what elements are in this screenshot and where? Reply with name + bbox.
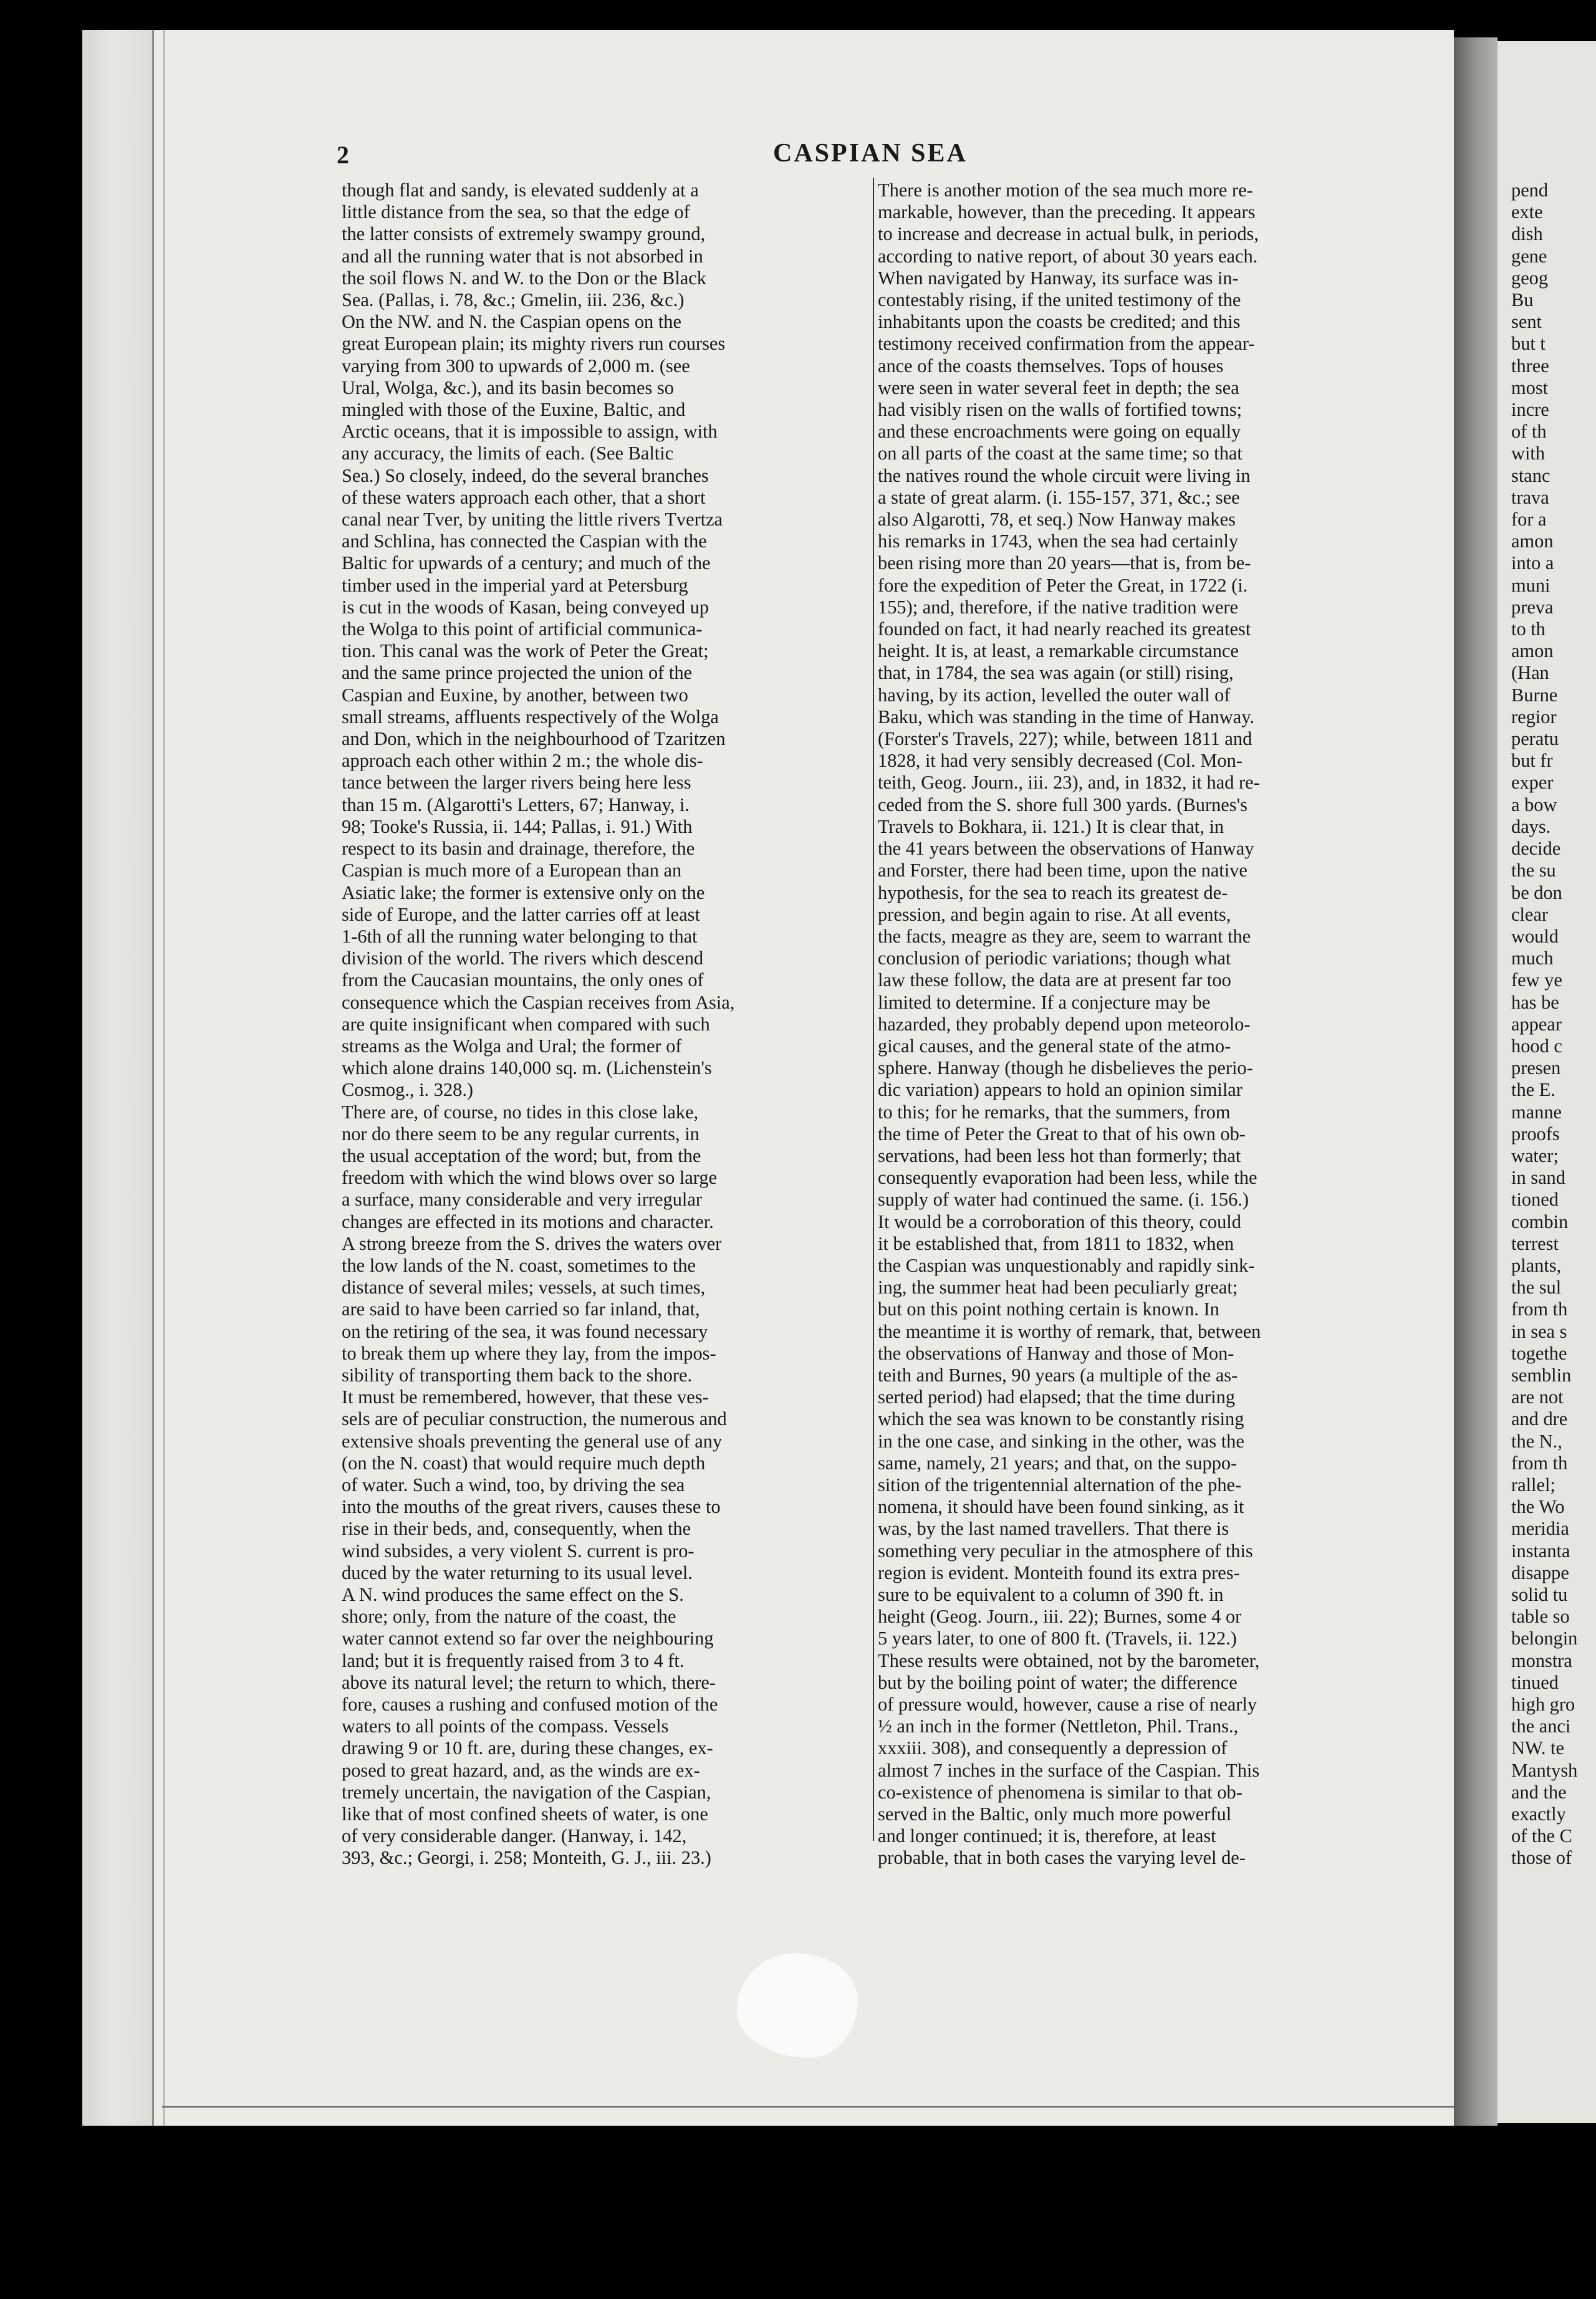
page-number: 2 xyxy=(337,141,349,169)
column-divider-rule xyxy=(873,178,874,1841)
left-paragraph-2: There are, of course, no tides in this close lake, nor do there seem to be any regular currents, in the usual acceptation of the word; but, from the freedom with which the wind blows over so large a surface, many considerable and very irregular changes are effected in its motions and character. A strong breeze from the S. drives the waters over the low lands of the N. coast, sometimes to the distance of several miles; vessels, at such times, are said to have been carried so far inland, that, on the retiring of the sea, it was found necessary to break them up where they lay, from the impos- sibility of transporting them back to the shore. It must be remembered, however, that these ves- sels are of peculiar construction, the numerous and extensive shoals preventing the general use of any (on the N. coast) that would require much depth of water. Such a wind, too, by driving the sea into the mouths of the great rivers, causes these to rise in their beds, and, consequently, when the wind subsides, a very violent S. current is pro- duced by the water returning to its usual level. A N. wind produces the same effect on the S. shore; only, from the nature of the coast, the water cannot extend so far over the neighbouring land; but it is frequently raised from 3 to 4 ft. above its natural level; the return to which, there- fore, causes a rushing and confused motion of the waters to all points of the compass. Vessels drawing 9 or 10 ft. are, during these changes, ex- posed to great hazard, and, as the winds are ex- tremely uncertain, the navigation of the Caspian, like that of most confined sheets of water, is one of very considerable danger. (Hanway, i. 142, 393, &c.; Georgi, i. 258; Monteith, G. J., iii. 23.) xyxy=(342,1101,727,1869)
right-paragraph-1: There is another motion of the sea much more re- markable, however, than the preceding. It appears to increase and decrease in actual bulk, in periods, according to native report, of about 30 years each. When navigated by Hanway, its surface was in- contestably rising, if the united testimony of the inhabitants upon the coasts be credited; and this testimony received confirmation from the appear- ance of the coasts themselves. Tops of houses were seen in water several feet in depth; the sea had visibly risen on the walls of fortified towns; and these encroachments were going on equally on all parts of the coast at the same time; so that the natives round the whole circuit were living in a state of great alarm. (i. 155-157, 371, &c.; see also Algarotti, 78, et seq.) Now Hanway makes his remarks in 1743, when the sea had certainly been rising more than 20 years—that is, from be- fore the expedition of Peter the Great, in 1722 (i. 155); and, therefore, if the native tradition were founded on fact, it had nearly reached its greatest height. It is, at least, a remarkable circumstance that, in 1784, the sea was again (or still) rising, having, by its action, levelled the outer wall of Baku, which was standing in the time of Hanway. (Forster's Travels, 227); while, between 1811 and 1828, it had very sensibly decreased (Col. Mon- teith, Geog. Journ., iii. 23), and, in 1832, it had re- ceded from the S. shore full 300 yards. (Burnes's Travels to Bokhara, ii. 121.) It is clear that, in the 41 years between the observations of Hanway and Forster, there had been time, upon the native hypothesis, for the sea to reach its greatest de- pression, and begin again to rise. At all events, the facts, meagre as they are, seem to warrant the conclusion of periodic variations; though what law these follow, the data are at present far too limited to determine. If a conjecture may be hazarded, they probably depend upon meteorolo- gical causes, and the general state of the atmo- sphere. Hanway (though he disbelieves the perio- dic variation) appears to hold an opinion similar to this; for he remarks, that the summers, from the time of Peter the Great to that of his own ob- servations, had been less hot than formerly; that consequently evaporation had been less, while the supply of water had continued the same. (i. 156.) It would be a corroboration of this theory, could it be established that, from 1811 to 1832, when the Caspian was unquestionably and rapidly sink- ing, the summer heat had been peculiarly great; but on this point nothing certain is known. In the meantime it is worthy of remark, that, between the observations of Hanway and those of Mon- teith and Burnes, 90 years (a multiple of the as- serted period) had elapsed; that the time during which the sea was known to be constantly rising in the one case, and sinking in the other, was the same, namely, 21 years; and that, on the suppo- sition of the trigentennial alternation of the phe- nomena, it should have been found sinking, as it was, by the last named travellers. That there is something very peculiar in the atmosphere of this region is evident. Monteith found its extra pres- sure to be equivalent to a column of 390 ft. in height (Geog. Journ., iii. 22); Burnes, some 4 or 5 years later, to one of 800 ft. (Travels, ii. 122.) These results were obtained, not by the barometer, but by the boiling point of water; the difference of pressure would, however, cause a rise of nearly ½ an inch in the former (Nettleton, Phil. Trans., xxxiii. 308), and consequently a depression of almost 7 inches in the surface of the Caspian. This co-existence of phenomena is similar to that ob- served in the Baltic, only much more powerful and longer continued; it is, therefore, at least probable, that in both cases the varying level de- xyxy=(878,180,1261,1869)
left-paragraph-1: though flat and sandy, is elevated suddenly at a little distance from the sea, so that the edge of the latter consists of extremely swampy ground, and all the running water that is not absorbed in the soil flows N. and W. to the Don or the Black Sea. (Pallas, i. 78, &c.; Gmelin, iii. 236, &c.) On the NW. and N. the Caspian opens on the great European plain; its mighty rivers run courses varying from 300 to upwards of 2,000 m. (see Ural, Wolga, &c.), and its basin becomes so mingled with those of the Euxine, Baltic, and Arctic oceans, that it is impossible to assign, with any accuracy, the limits of each. (See Baltic Sea.) So closely, indeed, do the several branches of these waters approach each other, that a short canal near Tver, by uniting the little rivers Tvertza and Schlina, has connected the Caspian with the Baltic for upwards of a century; and much of the timber used in the imperial yard at Petersburg is cut in the woods of Kasan, being conveyed up the Wolga to this point of artificial communica- tion. This canal was the work of Peter the Great; and the same prince projected the union of the Caspian and Euxine, by another, between two small streams, affluents respectively of the Wolga and Don, which in the neighbourhood of Tzaritzen approach each other within 2 m.; the whole dis- tance between the larger rivers being here less than 15 m. (Algarotti's Letters, 67; Hanway, i. 98; Tooke's Russia, ii. 144; Pallas, i. 91.) With respect to its basin and drainage, therefore, the Caspian is much more of a European than an Asiatic lake; the former is extensive only on the side of Europe, and the latter carries off at least 1-6th of all the running water belonging to that division of the world. The rivers which descend from the Caucasian mountains, the only ones of consequence which the Caspian receives from Asia, are quite insignificant when compared with such streams as the Wolga and Ural; the former of which alone drains 140,000 sq. m. (Lichenstein's Cosmog., i. 328.) xyxy=(342,180,735,1101)
binding-fold-line xyxy=(152,30,154,2126)
binding-fold-line-inner xyxy=(163,30,165,2126)
page-bottom-edge xyxy=(162,2106,1454,2108)
page-gutter-shadow xyxy=(1454,37,1497,2126)
right-text-column xyxy=(878,180,1409,1869)
left-text-column xyxy=(342,180,873,1869)
page-binding-margin xyxy=(82,30,152,2126)
running-header-title: CASPIAN SEA xyxy=(773,139,968,168)
scan-blemish xyxy=(737,1953,858,2058)
facing-page-text-fragment: pend exte dish gene geog Bu sent but t three most incre of th with stanc trava for a amon into a muni preva to th amon (Han Burne regior peratu but fr exper a bow days. decide the su be don clear would much few ye has be appear hood c presen the E. manne proofs water; in sand tioned combin terrest plants, the sul from th in sea s togethe semblin are not and dre the N., from th rallel; the Wo meridia instanta disappe solid tu table so belongin monstra tinued high gro the anci NW. te Mantysh and the exactly of the C those of xyxy=(1511,180,1578,1869)
facing-page-edge xyxy=(1497,41,1596,2123)
